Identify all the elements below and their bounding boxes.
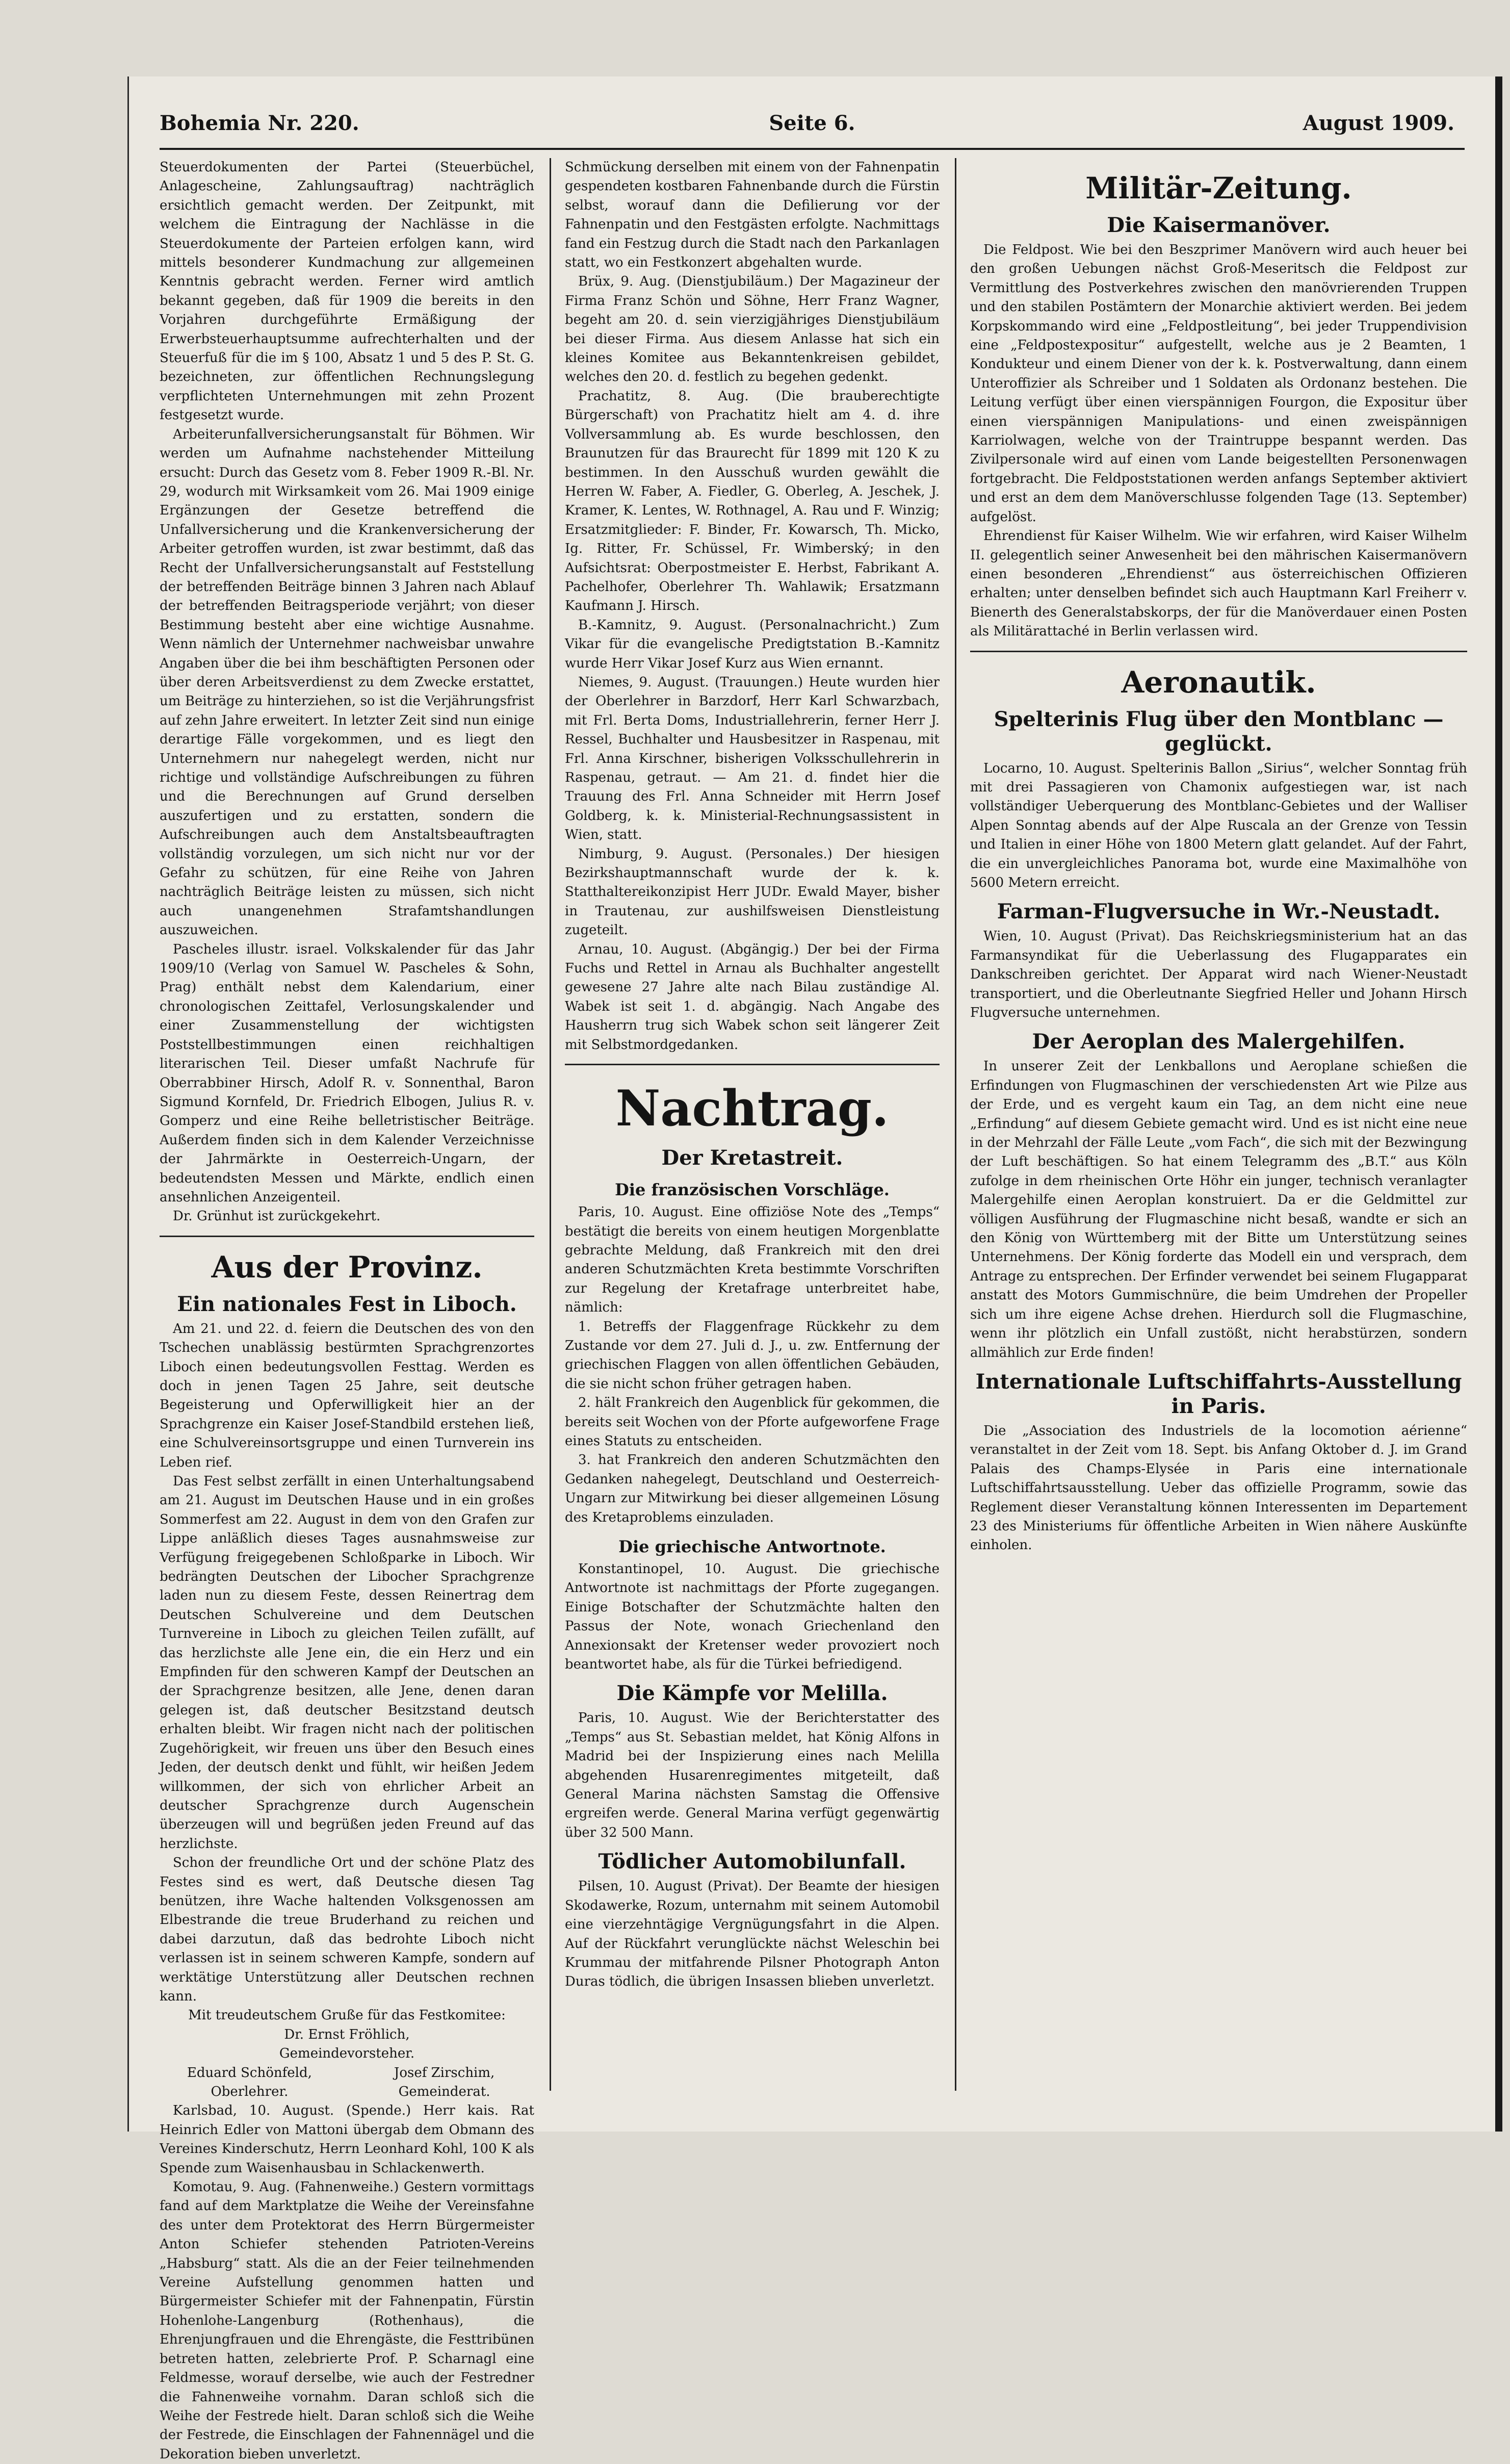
page-header: [160, 101, 1465, 147]
section-rule: [970, 651, 1467, 652]
article-text: Die „Association des Industriels de la locomotion aérienne“ veranstaltet in der Zeit vom 18. Sept. bis Anfang Oktober d. J. im Grand Palais des Champs-Elysée in Paris eine internationale Luftschiffahrtsausstellung. Ueber das offizielle Programm, sowie das Reglement dieser Veranstaltung können Interessenten im Departement 23 des Ministeriums für öffentliche Arbeiten in Wien nähere Auskünfte einholen.: [970, 1423, 1467, 1553]
article-text: B.-Kamnitz, 9. August. (Personalnachricht.) Zum Vikar für die evangelische Predigtstation B.-Kamnitz wurde Herr Vikar Josef Kurz aus Wien ernannt.: [565, 617, 940, 671]
article-headline: Die Kaisermanöver.: [1107, 213, 1331, 237]
section-heading: Militär-Zeitung.: [1085, 171, 1352, 206]
article-text: Am 21. und 22. d. feiern die Deutschen des von den Tschechen unablässig bestürmten Sprachgrenzortes Liboch einen bedeutungsvollen Festtag. Werden es doch in jenen Tagen 25 Jahre, seit deutsche Begeisterung und Opferwilligkeit hier an der Sprachgrenze ein Kaiser Josef-Standbild erstehen ließ, eine Schulvereinsortsgruppe und einen Turnverein ins Leben rief.: [160, 1321, 534, 1470]
signature: Josef Zirschim, Gemeinderat.: [394, 2065, 495, 2099]
article-headline: Die Kämpfe vor Melilla.: [616, 1681, 888, 1706]
article-text: Dr. Grünhut ist zurückgekehrt.: [173, 1209, 381, 1224]
article-text: 2. hält Frankreich den Augenblick für gekommen, die bereits seit Wochen von der Pforte aufgeworfene Frage eines Statuts zu entscheiden.: [565, 1395, 940, 1449]
article-text: Pilsen, 10. August (Privat). Der Beamte der hiesigen Skodawerke, Rozum, unternahm mit seinem Automobil eine vierzehntägige Vergnügungsfahrt in die Alpen. Auf der Rückfahrt verunglückte nächst Weleschin bei Krummau der mitfahrende Pilsner Photograph Anton Duras tödlich, die übrigen Insassen blieben unverletzt.: [565, 1879, 940, 1990]
section-heading: Aeronautik.: [1121, 664, 1316, 700]
article-headline: Internationale Luftschiffahrts-Ausstellung in Paris.: [975, 1369, 1462, 1418]
article-text: Brüx, 9. Aug. (Dienstjubiläum.) Der Magazineur der Firma Franz Schön und Söhne, Herr Franz Wagner, begeht am 20. d. sein vierzigjähriges Dienstjubiläum bei dieser Firma. Aus diesem Anlasse hat sich ein kleines Komitee aus Bekanntenkreisen gebildet, welches den 20. d. festlich zu begehen gedenkt.: [565, 274, 940, 385]
article-headline: Tödlicher Automobilunfall.: [598, 1850, 906, 1874]
greeting: Mit treudeutschem Gruße für das Festkomitee:: [188, 2008, 506, 2023]
article-text: Pascheles illustr. israel. Volkskalender für das Jahr 1909/10 (Verlag von Samuel W. Pascheles & Sohn, Prag) enthält nebst dem Kalendarium, einer chronologischen Zeittafel, Verlosungskalender und einer Zusammenstellung der wichtigsten Poststellbestimmungen einen reichhaltigen literarischen Teil. Dieser umfaßt Nachrufe für Oberrabbiner Hirsch, Adolf R. v. Sonnenthal, Baron Sigmund Kornfeld, Dr. Friedrich Elbogen, Julius R. v. Gomperz und eine Reihe belletristischer Beiträge. Außerdem finden sich in dem Kalender Verzeichnisse der Jahrmärkte in Oesterreich-Ungarn, der bedeutendsten Messen und Märkte, endlich einen ansehnlichen Anzeigenteil.: [160, 941, 534, 1205]
signature: Eduard Schönfeld, Oberlehrer.: [187, 2065, 312, 2099]
article-text: Niemes, 9. August. (Trauungen.) Heute wurden hier der Oberlehrer in Barzdorf, Herr Karl Schwarzbach, mit Frl. Berta Doms, Industriallehrerin, ferner Herr J. Ressel, Buchhalter und Hausbesitzer in Raspenau, mit Frl. Anna Kirschner, bisherigen Volksschullehrerin in Raspenau, getraut. — Am 21. d. findet hier die Trauung des Frl. Anna Schneider mit Herrn Josef Goldberg, k. k. Ministerial-Rechnungsassistent in Wien, statt.: [565, 674, 940, 843]
section-rule: [160, 1236, 534, 1237]
article-text: Arnau, 10. August. (Abgängig.) Der bei der Firma Fuchs und Rettel in Arnau als Buchhalter angestellt gewesene 27 Jahre alte nach Bilau zuständige Al. Wabek ist seit 1. d. abgängig. Nach Angabe des Hausherrn trug sich Wabek schon seit längerer Zeit mit Selbstmordgedanken.: [565, 941, 940, 1053]
article-headline: Farman-Flugversuche in Wr.-Neustadt.: [997, 900, 1441, 924]
article-text: Schmückung derselben mit einem von der Fahnenpatin gespendeten kostbaren Fahnenbande durch die Fürstin selbst, worauf dann die Defilierung vor der Fahnenpatin und den Festgästen erfolgte. Nachmittags fand ein Festzug durch die Stadt nach den Parkanlagen statt, wo ein Festkonzert abgehalten wurde.: [565, 160, 940, 271]
signature-title: Gemeindevorsteher.: [279, 2046, 415, 2062]
article-text: Die Feldpost. Wie bei den Beszprimer Manövern wird auch heuer bei den großen Uebungen nächst Groß-Meseritsch die Feldpost zur Vermittlung des Postverkehres zwischen den manövrierenden Truppen und den stabilen Postämtern der Monarchie aktiviert werden. Bei jedem Korpskommando wird eine „Feldpostleitung“, bei jeder Truppendivision eine „Feldpostexpositur“ aufgestellt, welche aus je 2 Beamten, 1 Kondukteur und einem Diener von der k. k. Postverwaltung, dann einem Unteroffizier als Schreiber und 1 Soldaten als Ordonanz bestehen. Die Leitung verfügt über einen vierspännigen Fourgon, die Expositur über einen vierspännigen Manipulations- und einen zweispännigen Karriolwagen, welche von der Traintruppe bespannt werden. Das Zivilpersonale wird auf einen vom Lande beigestellten Personenwagen fortgebracht. Die Feldpoststationen werden anfangs September aktiviert und erst an dem dem Manöverschlusse folgenden Tage (13. September) aufgelöst.: [970, 242, 1467, 525]
article-headline: Der Aeroplan des Malergehilfen.: [1032, 1030, 1405, 1054]
masthead-issue: Bohemia Nr. 220.: [160, 111, 359, 135]
page-number: Seite 6.: [769, 111, 855, 135]
article-text: Wien, 10. August (Privat). Das Reichskriegsministerium hat an das Farmansyndikat für die Ueberlassung des Flugapparates ein Dankschreiben gerichtet. Der Apparat wird nach Wiener-Neustadt transportiert, und die Oberleutnante Siegfried Heller und Johann Hirsch Flugversuche unternehmen.: [970, 929, 1467, 1020]
article-text: Paris, 10. August. Wie der Berichterstatter des „Temps“ aus St. Sebastian meldet, hat König Alfons in Madrid bei der Inspizierung eines nach Melilla abgehenden Husarenregimentes mitgeteilt, daß General Marina nächsten Samstag die Offensive ergreifen werde. General Marina verfügt gegenwärtig über 32 500 Mann.: [565, 1710, 940, 1840]
column-middle: [565, 158, 940, 2121]
newspaper-page: [127, 76, 1495, 2462]
column-divider: [955, 158, 956, 2091]
article-text: Konstantinopel, 10. August. Die griechische Antwortnote ist nachmittags der Pforte zugegangen. Einige Botschafter der Schutzmächte halten den Passus der Note, wonach Griechenland den Annexionsakt der Kretenser weder provoziert noch beantwortet habe, als für die Türkei befriedigend.: [565, 1561, 940, 1673]
header-rule: [160, 148, 1465, 150]
article-text: Das Fest selbst zerfällt in einen Unterhaltungsabend am 21. August im Deutschen Hause und in ein großes Sommerfest am 22. August in dem von den Grafen zur Lippe anläßlich dieses Tages ausnahmsweise zur Verfügung freigegebenen Schloßparke in Liboch. Wir bedrängten Deutschen der Libocher Sprachgrenze laden nun zu diesem Feste, dessen Reinertrag dem Deutschen Schulvereine und dem Deutschen Turnvereine in Liboch zu gleichen Teilen zufällt, auf das herzlichste alle Jene ein, die ein Herz und ein Empfinden für den schweren Kampf der Deutschen an der Sprachgrenze besitzen, alle Jene, denen daran gelegen ist, daß deutscher Besitzstand deutsch erhalten bleibt. Wir fragen nicht nach der politischen Zugehörigkeit, wir freuen uns über den Besuch eines Jeden, der deutsch denkt und fühlt, wir heißen Jedem willkommen, der sich von ehrlicher Arbeit an deutscher Sprachgrenze durch Augenschein überzeugen will und begrüßen jeden Freund auf das herzlichste.: [160, 1474, 534, 1852]
article-text: Locarno, 10. August. Spelterinis Ballon „Sirius“, welcher Sonntag früh mit drei Passagieren von Chamonix aufgestiegen war, ist nach vollständiger Ueberquerung des Montblanc-Gebietes und der Walliser Alpen Sonntag abends auf der Alpe Ruscala an der Grenze von Tessin und Italien in einer Höhe von 1800 Metern glatt gelandet. Auf der Fahrt, die ein unvergleichliches Panorama bot, wurde eine Maximalhöhe von 5600 Metern erreicht.: [970, 760, 1467, 890]
article-headline: Spelterinis Flug über den Montblanc — geglückt.: [994, 707, 1444, 756]
column-left: [160, 158, 534, 2462]
article-text: 3. hat Frankreich den anderen Schutzmächten den Gedanken nahegelegt, Deutschland und Oesterreich-Ungarn zur Mitwirkung bei dieser allgemeinen Lösung des Kretaproblems einzuladen.: [565, 1452, 940, 1525]
article-headline: Der Kretastreit.: [661, 1146, 843, 1170]
article-text: In unserer Zeit der Lenkballons und Aeroplane schießen die Erfindungen von Flugmaschinen der verschiedensten Art wie Pilze aus der Erde, und es vergeht kaum ein Tag, an dem nicht eine neue „Erfindung“ auf diesem Gebiete gemacht wird. Und es ist nicht eine neue in der Mehrzahl der Fälle Leute „vom Fach“, die sich mit der Bezwingung der Luft beschäftigen. So hat einem Telegramm des „B.T.“ aus Köln zufolge in dem rheinischen Orte Höhr ein junger, technisch veranlagter Malergehilfe einen Aeroplan konstruiert. Da er die Geldmittel zur völligen Ausführung der Flugmaschine nicht besaß, wandte er sich an den König von Württemberg mit der Bitte um Unterstützung seines Unternehmens. Der König forderte das Modell ein und versprach, dem Antrage zu entsprechen. Der Erfinder verwendet bei seinem Flugapparat anstatt des Motors Gummischnüre, die beim Umdrehen der Propeller sich um ihre eigene Achse drehen. Hierdurch soll die Flugmaschine, wenn ihr plötzlich ein Unfall zustößt, nicht herabstürzen, sondern allmählich zur Erde finden!: [970, 1059, 1467, 1361]
article-subheadline: Die französischen Vorschläge.: [615, 1180, 890, 1200]
column-divider: [550, 158, 551, 2091]
article-headline: Ein nationales Fest in Liboch.: [177, 1292, 517, 1316]
article-text: Prachatitz, 8. Aug. (Die brauberechtigte Bürgerschaft) von Prachatitz hielt am 4. d. ihre Vollversammlung ab. Es wurde beschlossen, den Braunutzen für das Braurecht für 1899 mit 120 K zu bestimmen. In den Ausschuß wurden gewählt die Herren W. Faber, A. Fiedler, G. Oberleg, A. Jeschek, J. Kramer, K. Lentes, W. Rothnagel, A. Rau und F. Winzig; Ersatzmitglieder: F. Binder, Fr. Kowarsch, Th. Micko, Ig. Ritter, Fr. Schüssel, Fr. Wimberský; in den Aufsichtsrat: Oberpostmeister E. Herbst, Fabrikant A. Pachelhofer, Oberlehrer Th. Wahlawik; Ersatzmann Kaufmann J. Hirsch.: [565, 388, 940, 614]
article-text: Paris, 10. August. Eine offiziöse Note des „Temps“ bestätigt die bereits von einem heutigen Morgenblatte gebrachte Meldung, daß Frankreich mit den drei anderen Schutzmächten Kreta bestimmte Vorschriften zur Regelung der Kretafrage unterbreitet habe, nämlich:: [565, 1204, 940, 1316]
article-text: Schon der freundliche Ort und der schöne Platz des Festes sind es wert, daß Deutsche diesen Tag benützen, ihre Wache haltenden Volksgenossen am Elbestrande die treue Bruderhand zu reichen und dabei darzutun, daß das bedrohte Liboch nicht verlassen ist in seinem schweren Kampfe, sondern auf werktätige Unterstützung aller Deutschen rechnen kann.: [160, 1855, 534, 2004]
article-text: Arbeiterunfallversicherungsanstalt für Böhmen. Wir werden um Aufnahme nachstehender Mitteilung ersucht: Durch das Gesetz vom 8. Feber 1909 R.-Bl. Nr. 29, wodurch mit Wirksamkeit vom 26. Mai 1909 einige Ergänzungen der Gesetze betreffend die Unfallversicherung und die Krankenversicherung der Arbeiter getroffen wurden, ist zwar bestimmt, daß das Recht der Unfallversicherungsanstalt auf Feststellung der betreffenden Beiträge binnen 3 Jahren nach Ablauf der betreffenden Beitragsperiode verjährt; von dieser Bestimmung besteht aber eine wichtige Ausnahme. Wenn nämlich der Unternehmer nachweisbar unwahre Angaben über die bei ihm beschäftigten Personen oder über deren Arbeitsverdienst zu dem Zwecke erstattet, um Beiträge zu hinterziehen, so ist die Verjährungsfrist auf zehn Jahre erweitert. In letzter Zeit sind nun einige derartige Fälle vorgekommen, und es liegt den Unternehmern nur nahegelegt werden, nicht nur richtige und vollständige Aufschreibungen zu führen und die Berechnungen auf Grund derselben auszufertigen und zu erstatten, sondern die Aufschreibungen auch dem Anstaltsbeauftragten vollständig vorzulegen, um sich nicht nur vor der Gefahr zu schützen, für eine Reihe von Jahren nachträglich Beiträge leisten zu müssen, sich nicht auch unangenehmen Strafamtshandlungen auszuweichen.: [160, 426, 534, 938]
section-heading: Aus der Provinz.: [211, 1249, 483, 1285]
article-text: Komotau, 9. Aug. (Fahnenweihe.) Gestern vormittags fand auf dem Marktplatze die Weihe der Vereinsfahne des unter dem Protektorat des Herrn Bürgermeister Anton Schiefer stehenden Patrioten-Vereins „Habsburg“ statt. Als die an der Feier teilnehmenden Vereine Aufstellung genommen hatten und Bürgermeister Schiefer mit der Fahnenpatin, Fürstin Hohenlohe-Langenburg (Rothenhaus), die Ehrenjungfrauen und die Ehrengäste, die Festtribünen betreten hatten, zelebrierte Prof. P. Scharnagl eine Feldmesse, worauf derselbe, wie auch der Festredner die Fahnenweihe vornahm. Daran schloß sich die Weihe der Festrede hielt. Daran schloß sich die Weihe der Festrede, die Einschlagen der Fahnennägel und die Dekoration bieben unverletzt.: [160, 2179, 534, 2462]
article-text: Steuerdokumenten der Partei (Steuerbüchel, Anlagescheine, Zahlungsauftrag) nachträglich ersichtlich gemacht werden. Der Zeitpunkt, mit welchem die Eintragung der Nachlässe in die Steuerdokumente der Parteien erfolgen kann, wird mittels besonderer Kundmachung zur allgemeinen Kenntnis gebracht werden. Ferner wird amtlich bekannt gegeben, daß für 1909 die bereits in den Vorjahren durchgeführte Ermäßigung der Erwerbsteuerhauptsumme aufrechterhalten und der Steuerfuß für die im § 100, Absatz 1 und 5 des P. St. G. bezeichneten, zur öffentlichen Rechnungslegung verpflichteten Unternehmungen mit zehn Prozent festgesetzt wurde.: [160, 160, 534, 423]
section-heading: Nachtrag.: [615, 1080, 889, 1138]
article-text: Karlsbad, 10. August. (Spende.) Herr kais. Rat Heinrich Edler von Mattoni übergab dem Obmann des Vereines Kinderschutz, Herrn Leonhard Kohl, 100 K als Spende zum Waisenhausbau in Schlackenwerth.: [160, 2103, 534, 2176]
column-right: [970, 158, 1467, 2121]
article-text: Nimburg, 9. August. (Personales.) Der hiesigen Bezirkshauptmannschaft wurde der k. k. Statthaltereikonzipist Herr JUDr. Ewald Mayer, bisher in Trautenau, zur aushilfsweisen Dienstleistung zugeteilt.: [565, 846, 940, 938]
article-subheadline: Die griechische Antwortnote.: [618, 1537, 886, 1556]
article-text: Ehrendienst für Kaiser Wilhelm. Wie wir erfahren, wird Kaiser Wilhelm II. gelegentlich seiner Anwesenheit bei den mährischen Kaisermanövern einen besonderen „Ehrendienst“ aus österreichischen Offizieren erhalten; unter denselben befindet sich auch Hauptmann Karl Freiherr v. Bienerth des Generalstabskorps, der für die Manöverdauer einen Posten als Militärattaché in Berlin verlassen wird.: [970, 528, 1467, 639]
section-rule: [565, 1064, 940, 1065]
signature-row: [160, 2064, 534, 2102]
article-text: 1. Betreffs der Flaggenfrage Rückkehr zu dem Zustande vor dem 27. Juli d. J., u. zw. Entfernung der griechischen Flaggen von allen öffentlichen Gebäuden, die sie nicht schon früher getragen haben.: [565, 1319, 940, 1392]
signature: Dr. Ernst Fröhlich,: [284, 2026, 410, 2042]
issue-date: August 1909.: [1303, 111, 1454, 135]
